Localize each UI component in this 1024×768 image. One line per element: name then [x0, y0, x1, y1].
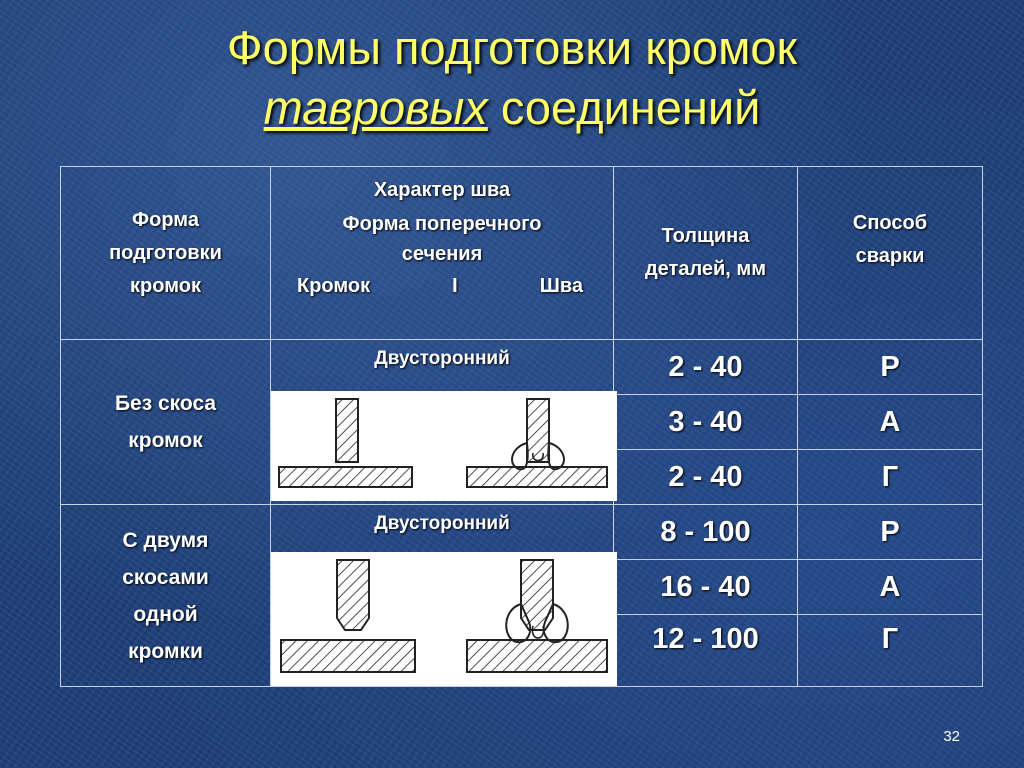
cross-section-drawing-two-bevels [271, 552, 617, 686]
cross-section-cell-2 [271, 505, 614, 687]
header-method: Способ сварки [798, 167, 983, 340]
method-cell: Р [798, 340, 983, 395]
header-edges-label: Кромок [297, 275, 371, 297]
table-row [61, 505, 983, 560]
header-thickness: Толщина деталей, мм [614, 167, 798, 340]
method-cell: Г [798, 450, 983, 505]
table-row [61, 340, 983, 395]
group-label-no-bevel: Без скоса кромок [61, 340, 271, 505]
header-subcolumns [271, 269, 613, 298]
cross-section-cell-1 [271, 340, 614, 505]
slide-title [0, 18, 1024, 138]
group-label-two-bevels: С двумя скосами одной кромки [61, 505, 271, 687]
tee-joint-no-bevel-diagram [271, 391, 617, 501]
thickness-cell: 2 - 40 [614, 450, 798, 505]
header-section-label: Форма поперечного сечения [342, 213, 542, 265]
thickness-cell: 3 - 40 [614, 395, 798, 450]
header-character [271, 167, 614, 340]
header-separator: I [452, 275, 458, 297]
thickness-cell: 8 - 100 [614, 505, 798, 560]
slide-number: 32 [943, 728, 960, 745]
title-line-2 [0, 78, 1024, 138]
header-seam-label: Шва [539, 275, 583, 297]
thickness-cell: 2 - 40 [614, 340, 798, 395]
tee-joint-two-bevels-diagram [271, 552, 617, 686]
title-rest: соединений [500, 81, 761, 134]
seam-type-label: Двусторонний [374, 348, 510, 369]
header-character-label: Характер шва [373, 179, 511, 201]
method-cell: Р [798, 505, 983, 560]
edge-preparation-table [60, 166, 983, 687]
method-cell: А [798, 560, 983, 615]
header-form: Форма подготовки кромок [61, 167, 271, 340]
method-cell: А [798, 395, 983, 450]
seam-type-label: Двусторонний [374, 513, 510, 534]
thickness-cell: 16 - 40 [614, 560, 798, 615]
cross-section-drawing-no-bevel [271, 391, 617, 501]
header-row [61, 167, 983, 340]
method-cell: Г [798, 615, 983, 687]
title-underlined-word: тавровых [263, 81, 488, 134]
title-line-1: Формы подготовки кромок [226, 21, 798, 74]
thickness-cell: 12 - 100 [614, 615, 798, 687]
